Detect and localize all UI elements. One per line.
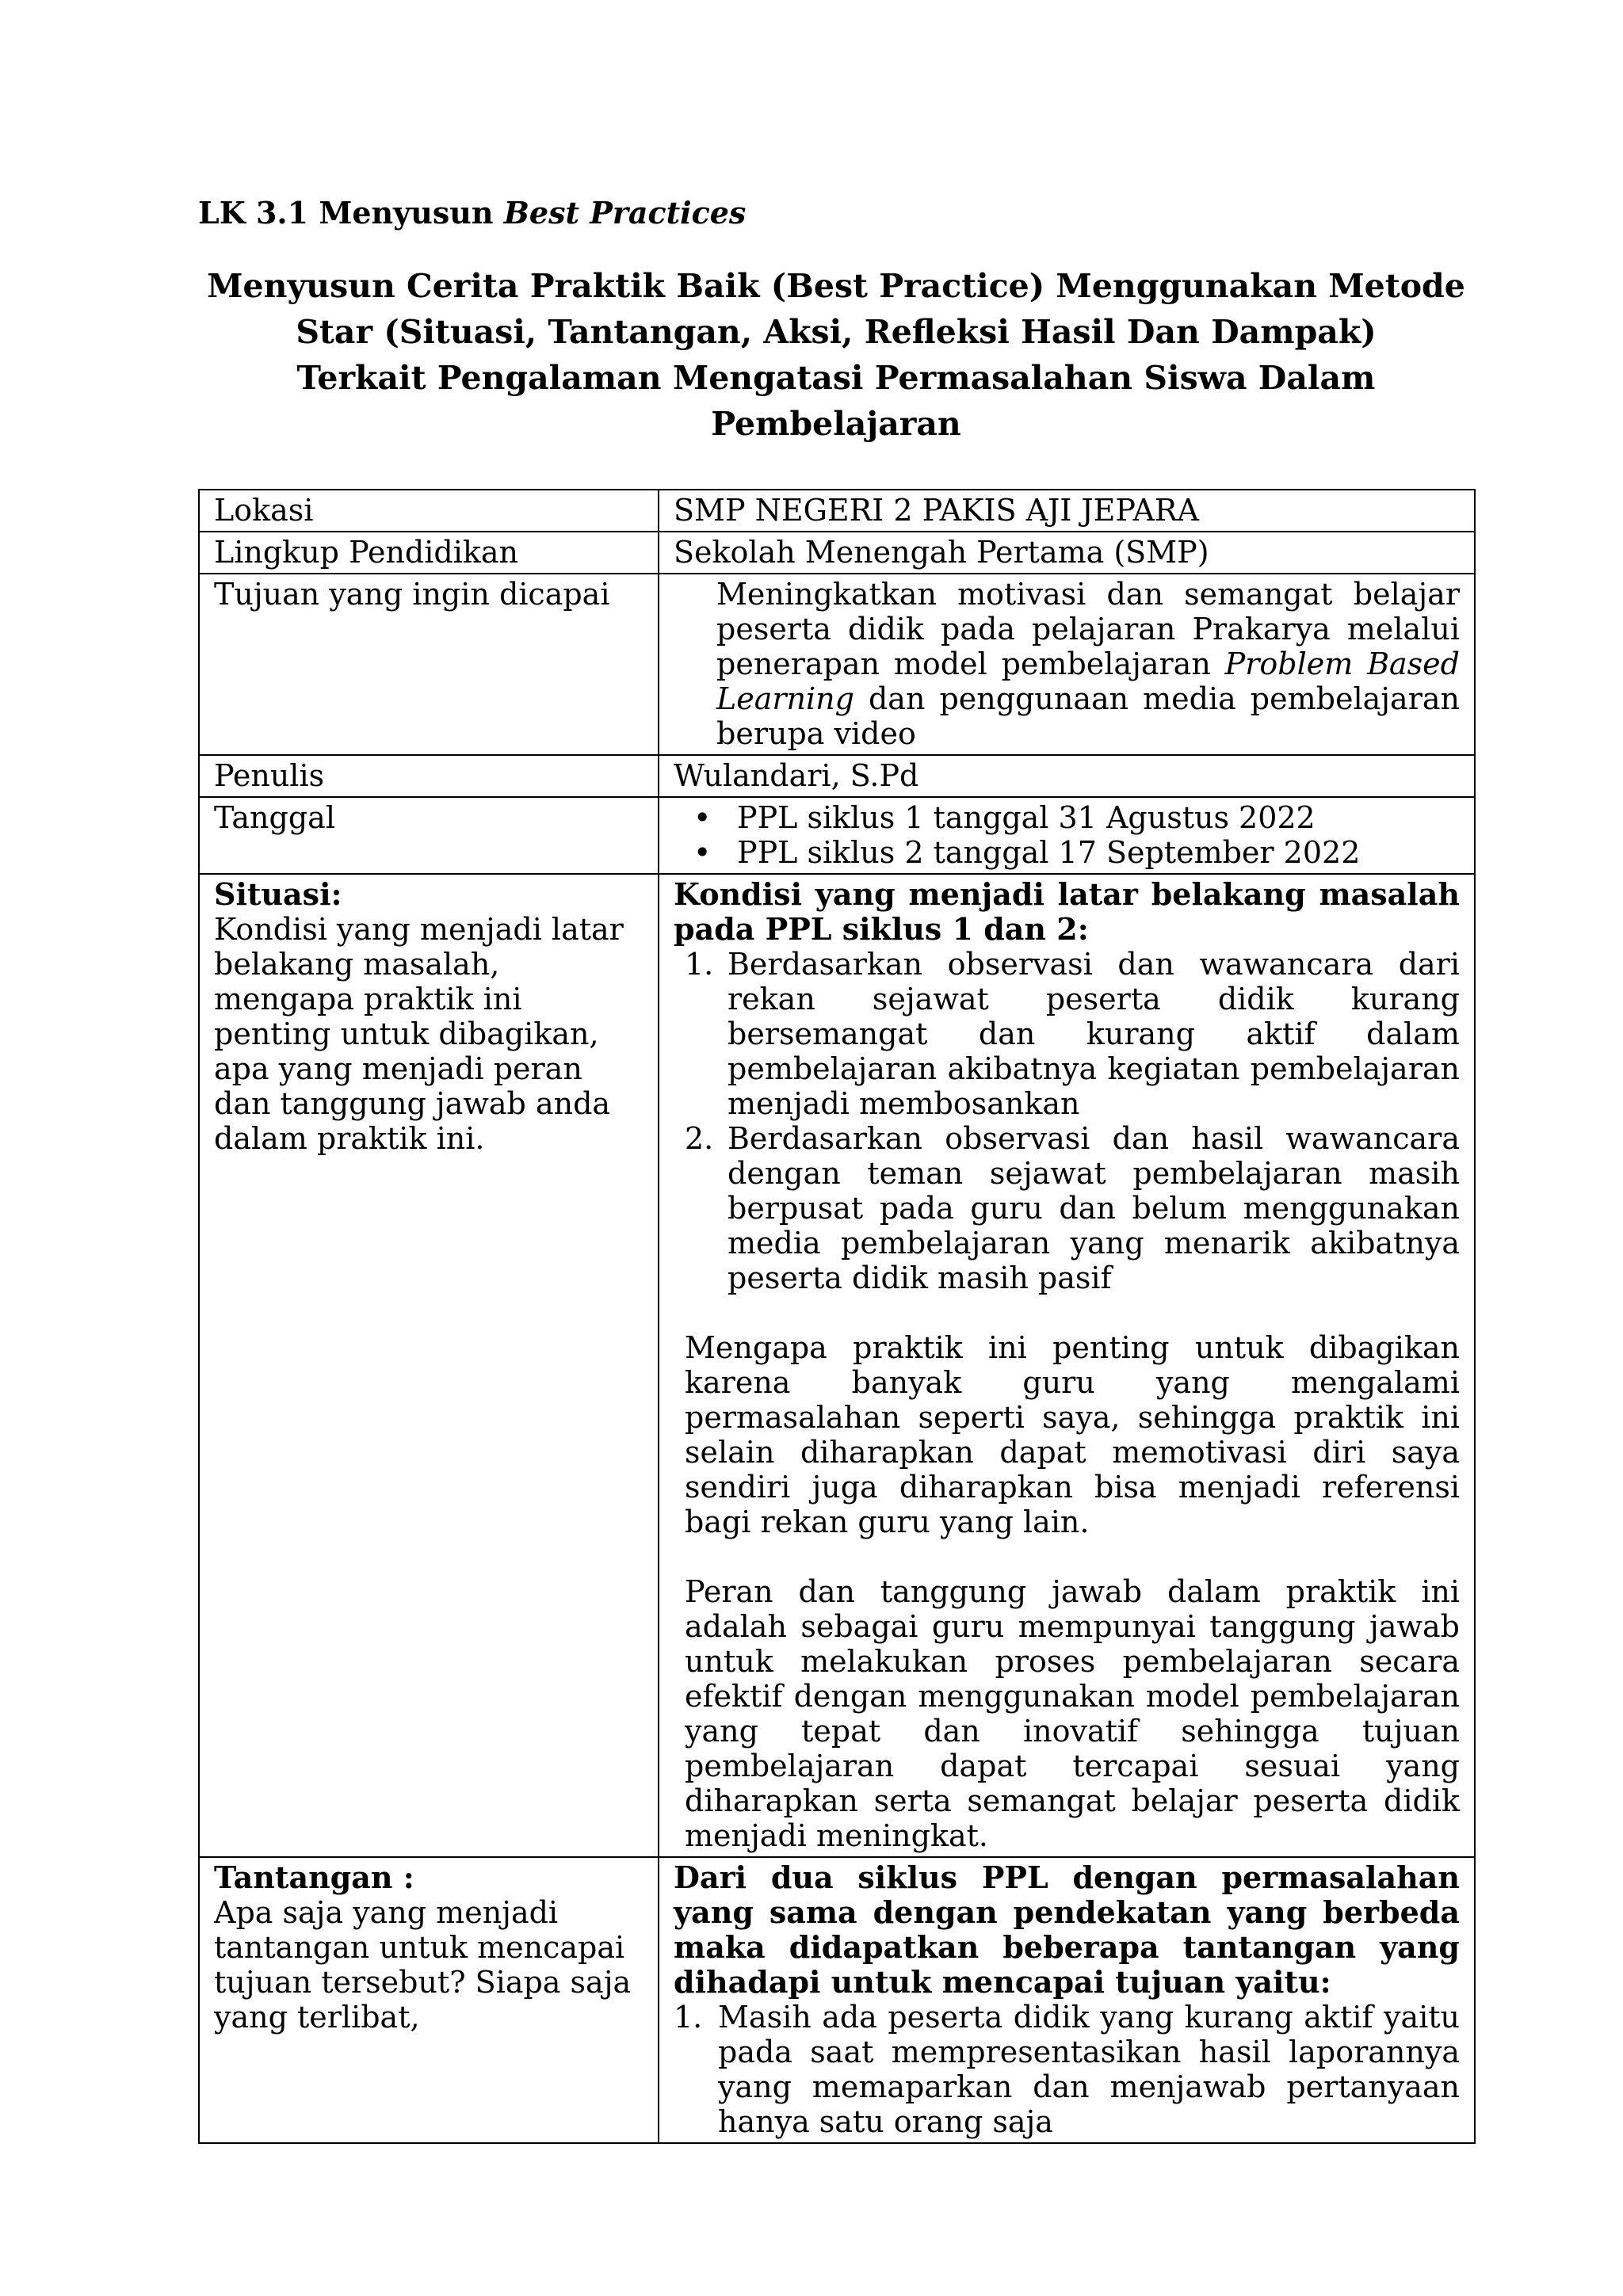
- title-line-2: Star (Situasi, Tantangan, Aksi, Refleksi Hasil Dan Dampak): [296, 313, 1377, 351]
- lingkup-value: Sekolah Menengah Pertama (SMP): [659, 532, 1475, 574]
- tantangan-label: Tantangan :: [214, 1859, 414, 1895]
- spacer: [674, 1295, 1460, 1330]
- tantangan-heading: Dari dua siklus PPL dengan permasalahan yang sama dengan pendekatan yang berbeda maka didapatkan beberapa tantangan yang dihadapi untuk mencapai tujuan yaitu:: [674, 1859, 1460, 2000]
- tujuan-value: [659, 574, 1475, 755]
- tanggal-list: [674, 800, 1460, 870]
- lokasi-label: Lokasi: [199, 490, 659, 532]
- list-item: • PPL siklus 2 tanggal 17 September 2022: [693, 835, 1460, 870]
- list-item-text: Masih ada peserta didik yang kurang aktif yaitu pada saat mempresentasikan hasil laporannya yang memaparkan dan menjawab pertanyaan hanya satu orang saja: [718, 2000, 1460, 2139]
- list-item: • PPL siklus 1 tanggal 31 Agustus 2022: [693, 800, 1460, 835]
- document-title: [198, 263, 1474, 447]
- title-line-4: Pembelajaran: [711, 405, 961, 443]
- table-row-penulis: [199, 755, 1475, 797]
- situasi-heading: Kondisi yang menjadi latar belakang masalah pada PPL siklus 1 dan 2:: [674, 876, 1460, 947]
- table-row-lokasi: [199, 490, 1475, 532]
- title-line-1: Menyusun Cerita Praktik Baik (Best Practice) Menggunakan Metode: [207, 267, 1465, 305]
- lokasi-value: SMP NEGERI 2 PAKIS AJI JEPARA: [659, 490, 1475, 532]
- list-item-number: 2.: [685, 1121, 714, 1156]
- penulis-label: Penulis: [199, 755, 659, 797]
- tujuan-label: Tujuan yang ingin dicapai: [199, 574, 659, 755]
- spacer: [674, 1539, 1460, 1574]
- list-item-text: Berdasarkan observasi dan hasil wawancara dengan teman sejawat pembelajaran masih berpusat pada guru dan belum menggunakan media pembelajaran yang menarik akibatnya peserta didik masih pasif: [727, 1121, 1460, 1295]
- penulis-value: Wulandari, S.Pd: [659, 755, 1475, 797]
- list-item: [685, 947, 1460, 1121]
- table-row-situasi: [199, 874, 1475, 1857]
- table-row-tantangan: [199, 1857, 1475, 2143]
- list-item-number: 1.: [685, 947, 714, 982]
- list-item: [685, 1121, 1460, 1295]
- lingkup-label: Lingkup Pendidikan: [199, 532, 659, 574]
- list-item: [674, 2000, 1460, 2139]
- best-practice-table: [198, 489, 1476, 2144]
- table-row-tujuan: [199, 574, 1475, 755]
- tantangan-content: [659, 1857, 1475, 2143]
- tujuan-text: [674, 577, 1460, 751]
- tantangan-description: Apa saja yang menjadi tantangan untuk mencapai tujuan tersebut? Siapa saja yang terlibat,: [214, 1895, 632, 2035]
- worksheet-heading-italic: Best Practices: [503, 195, 747, 231]
- tujuan-text-part2: dan penggunaan media pembelajaran berupa video: [716, 681, 1460, 751]
- situasi-list: [674, 947, 1460, 1295]
- tujuan-text-italic: Problem Based Learning: [716, 646, 1460, 716]
- tanggal-label: Tanggal: [199, 797, 659, 874]
- situasi-label-cell: [199, 874, 659, 1857]
- situasi-content: [659, 874, 1475, 1857]
- list-item-text: Berdasarkan observasi dan wawancara dari rekan sejawat peserta didik kurang bersemangat dan kurang aktif dalam pembelajaran akibatnya kegiatan pembelajaran menjadi membosankan: [727, 947, 1460, 1121]
- situasi-label: Situasi:: [214, 876, 342, 912]
- tanggal-value: [659, 797, 1475, 874]
- worksheet-heading: [198, 195, 746, 231]
- worksheet-heading-text: LK 3.1 Menyusun: [198, 195, 504, 231]
- tantangan-list: [674, 2000, 1460, 2139]
- situasi-description: Kondisi yang menjadi latar belakang masalah, mengapa praktik ini penting untuk dibagikan, apa yang menjadi peran dan tanggung jawab anda dalam praktik ini.: [214, 912, 624, 1156]
- tantangan-label-cell: [199, 1857, 659, 2143]
- table-row-lingkup: [199, 532, 1475, 574]
- title-line-3: Terkait Pengalaman Mengatasi Permasalahan Siswa Dalam: [296, 359, 1376, 397]
- situasi-paragraph-2: Peran dan tanggung jawab dalam praktik ini adalah sebagai guru mempunyai tanggung jawab untuk melakukan proses pembelajaran secara efektif dengan menggunakan model pembelajaran yang tepat dan inovatif sehingga tujuan pembelajaran dapat tercapai sesuai yang diharapkan serta semangat belajar peserta didik menjadi meningkat.: [685, 1574, 1460, 1853]
- list-item-number: 1.: [674, 2000, 703, 2035]
- tujuan-text-part1: Meningkatkan motivasi dan semangat belajar peserta didik pada pelajaran Prakarya melalui penerapan model pembelajaran: [716, 577, 1460, 681]
- situasi-paragraph-1: Mengapa praktik ini penting untuk dibagikan karena banyak guru yang mengalami permasalahan seperti saya, sehingga praktik ini selain diharapkan dapat memotivasi diri saya sendiri juga diharapkan bisa menjadi referensi bagi rekan guru yang lain.: [685, 1330, 1460, 1539]
- table-row-tanggal: [199, 797, 1475, 874]
